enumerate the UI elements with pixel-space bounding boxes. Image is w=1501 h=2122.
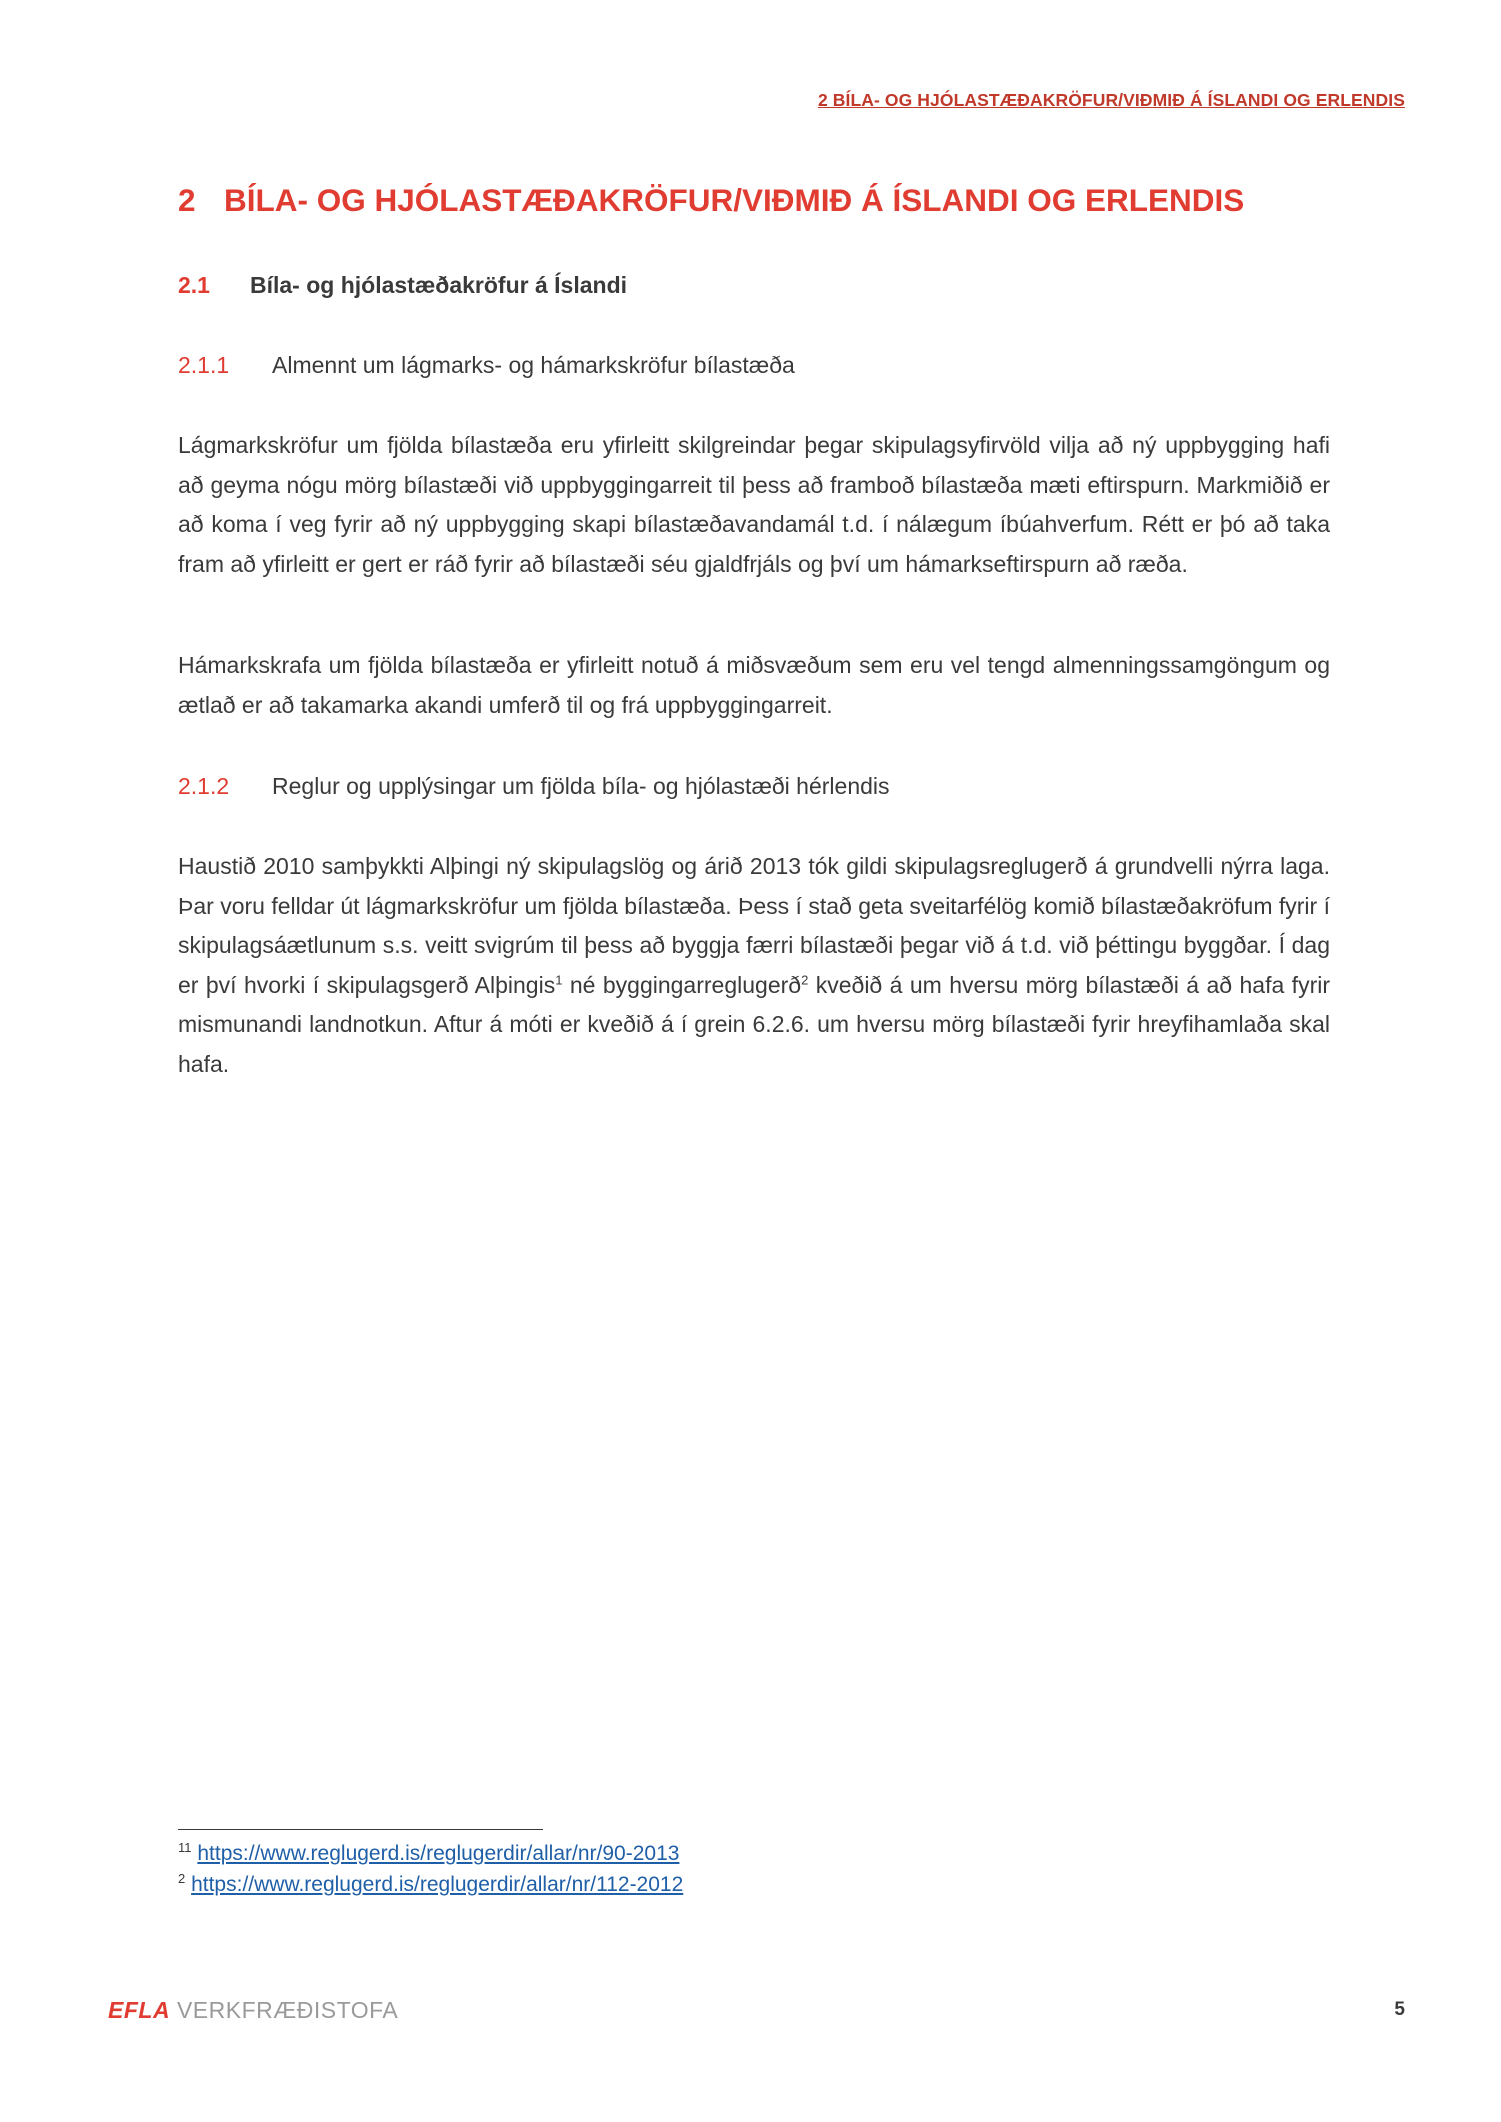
brand-name: EFLA — [108, 1997, 171, 2023]
subsection-title: Bíla- og hjólastæðakröfur á Íslandi — [250, 272, 628, 298]
subsubsection-number: 2.1.2 — [178, 773, 230, 799]
running-header: 2 BÍLA- OG HJÓLASTÆÐAKRÖFUR/VIÐMIÐ Á ÍSLANDI OG ERLENDIS — [817, 90, 1405, 110]
footnote — [178, 1873, 683, 1897]
body-paragraph — [178, 847, 1330, 1084]
subsection-number: 2.1 — [178, 272, 210, 298]
body-paragraph: Hámarkskrafa um fjölda bílastæða er yfirleitt notuð á miðsvæðum sem eru vel tengd almenningssamgöngum og ætlað er að takamarka akandi umferð til og frá uppbyggingarreit. — [178, 652, 1330, 718]
section-number: 2 — [178, 182, 196, 218]
section-heading — [178, 182, 1338, 219]
subsubsection-title: Almennt um lágmarks- og hámarkskröfur bílastæða — [272, 352, 795, 378]
footnote-marker: 11 — [178, 1840, 192, 1855]
brand-descriptor: VERKFRÆÐISTOFA — [176, 1997, 399, 2023]
body-paragraph: Lágmarkskröfur um fjölda bílastæða eru yfirleitt skilgreindar þegar skipulagsyfirvöld vilja að ný uppbygging hafi að geyma nógu mörg bílastæði við uppbyggingarreit til þess að framboð bílastæða mæti eftirspurn. Markmiðið er að koma í veg fyrir að ný uppbygging skapi bílastæðavandamál t.d. í nálægum íbúahverfum. Rétt er þó að taka fram að yfirleitt er gert er ráð fyrir að bílastæði séu gjaldfrjáls og því um hámarkseftirspurn að ræða. — [178, 432, 1330, 577]
subsection-heading — [178, 272, 627, 299]
section-title: BÍLA- OG HJÓLASTÆÐAKRÖFUR/VIÐMIÐ Á ÍSLANDI OG ERLENDIS — [224, 182, 1245, 218]
page-number: 5 — [1394, 1999, 1405, 2020]
footnote-ref[interactable]: 1 — [555, 971, 563, 987]
subsubsection-heading-2 — [178, 773, 890, 800]
subsubsection-title: Reglur og upplýsingar um fjölda bíla- og hjólastæði hérlendis — [272, 773, 890, 799]
footnote-link[interactable]: https://www.reglugerd.is/reglugerdir/allar/nr/90-2013 — [197, 1842, 680, 1865]
footnote-divider — [178, 1829, 543, 1830]
paragraph-text: Haustið 2010 samþykkti Alþingi ný skipulagslög og árið 2013 tók gildi skipulagsreglugerð á grundvelli nýrra laga. Þar voru felldar út lágmarkskröfur um fjölda bílastæða. Þess í stað geta sveitarfélög komið bílastæðakröfum fyrir í skipulagsáætlunum s.s. veitt svigrúm til þess að byggja færri bílastæði þegar við á t.d. við þéttingu byggðar. Í dag er því hvorki í skipulagsgerð Alþingis — [178, 853, 1330, 998]
subsubsection-heading-1 — [178, 352, 795, 379]
footer-logo — [108, 1997, 398, 2024]
paragraph-text: kveðið á um hversu mörg bílastæði á að hafa fyrir mismunandi landnotkun. Aftur á móti er kveðið á í grein 6.2.6. um hversu mörg bílastæði fyrir hreyfihamlaða skal hafa. — [178, 971, 1330, 1077]
footnote-marker: 2 — [178, 1871, 186, 1886]
footnote — [178, 1842, 679, 1866]
footnote-link[interactable]: https://www.reglugerd.is/reglugerdir/allar/nr/112-2012 — [191, 1873, 684, 1896]
footnote-ref[interactable]: 2 — [801, 971, 809, 987]
paragraph-text: né byggingarreglugerð — [562, 971, 802, 998]
subsubsection-number: 2.1.1 — [178, 352, 230, 378]
